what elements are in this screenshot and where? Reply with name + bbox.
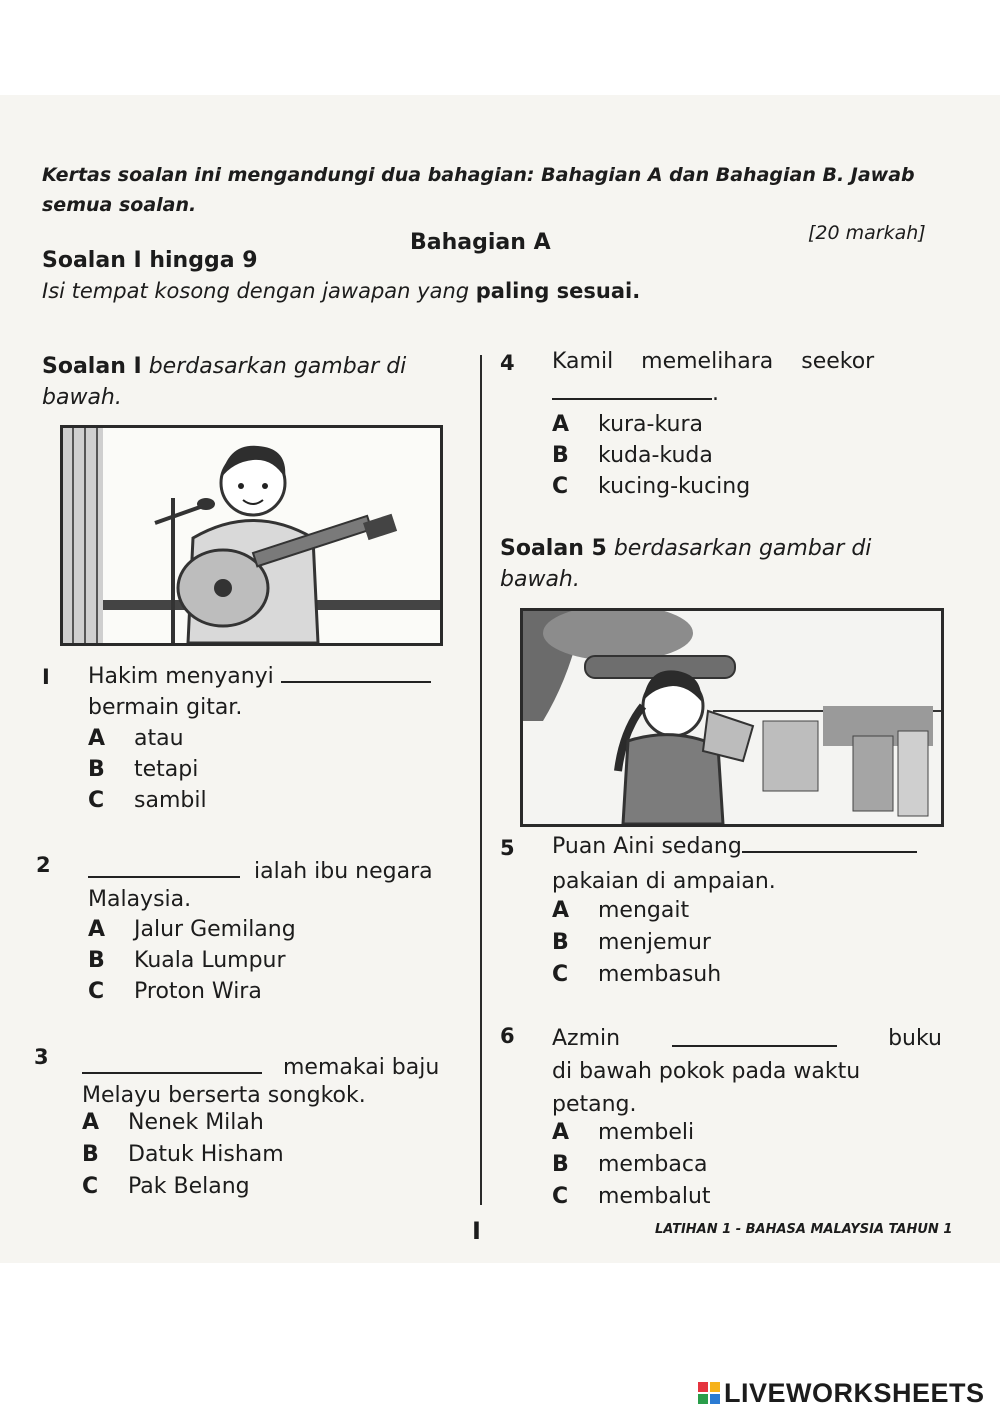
q1-answer-blank[interactable]	[281, 681, 431, 683]
q1-stem	[88, 661, 431, 692]
option-letter: B	[82, 1142, 99, 1167]
option-letter: B	[552, 443, 569, 468]
brand-square-yellow	[710, 1382, 720, 1392]
q6-option-c[interactable]	[552, 1184, 711, 1209]
option-letter: B	[552, 930, 569, 955]
brand-square-red	[698, 1382, 708, 1392]
q3-answer-blank[interactable]	[82, 1072, 262, 1074]
q6-option-a[interactable]	[552, 1120, 694, 1145]
section-title: Bahagian A	[410, 230, 551, 255]
total-marks: [20 markah]	[808, 222, 926, 244]
option-text: Kuala Lumpur	[134, 948, 286, 973]
q2-stem-line2: Malaysia.	[88, 887, 192, 912]
book-title: LATIHAN 1 - BAHASA MALAYSIA TAHUN 1	[655, 1222, 953, 1237]
option-letter: B	[552, 1152, 569, 1177]
q1-option-c[interactable]	[88, 788, 207, 813]
stimulus-q1-line2: bawah.	[42, 385, 122, 410]
q3-option-a[interactable]	[82, 1110, 264, 1135]
q5-stem-text: Puan Aini sedang	[552, 834, 742, 859]
q6-stem-line3: petang.	[552, 1092, 637, 1117]
option-text: kuda-kuda	[598, 443, 713, 468]
q2-number: 2	[36, 853, 51, 877]
q4-option-c[interactable]	[552, 474, 750, 499]
q5-option-a[interactable]	[552, 898, 689, 923]
q1-number: I	[42, 665, 50, 689]
stimulus-q5-prefix: Soalan 5	[500, 536, 607, 561]
stimulus-q1-rest: berdasarkan gambar di	[141, 354, 407, 379]
q4-option-b[interactable]	[552, 443, 713, 468]
column-divider	[480, 355, 482, 1205]
stimulus-q1-prefix: Soalan I	[42, 354, 142, 379]
q4-stem: Kamil memelihara seekor	[552, 349, 875, 374]
q1-option-a[interactable]	[88, 726, 184, 751]
q1-option-b[interactable]	[88, 757, 198, 782]
q6-stem	[552, 1023, 942, 1054]
option-letter: A	[88, 917, 106, 942]
q2-stem-text: ialah ibu negara	[254, 859, 433, 884]
q5-answer-blank[interactable]	[742, 851, 917, 853]
q6-stem-after: buku	[888, 1026, 942, 1051]
option-text: Nenek Milah	[128, 1110, 264, 1135]
instruction-emphasis: paling sesuai.	[475, 279, 641, 303]
q6-option-b[interactable]	[552, 1152, 707, 1177]
option-letter: C	[82, 1174, 99, 1199]
option-text: membasuh	[598, 962, 722, 987]
option-letter: A	[82, 1110, 100, 1135]
q3-option-b[interactable]	[82, 1142, 284, 1167]
q3-stem	[82, 1052, 439, 1083]
intro-text: Kertas soalan ini mengandungi dua bahagian: Bahagian A dan Bahagian B. Jawab semua soalan.	[42, 164, 915, 216]
option-letter: C	[88, 788, 105, 813]
q6-number: 6	[500, 1024, 515, 1048]
liveworksheets-logo[interactable]	[698, 1378, 985, 1408]
option-letter: A	[552, 898, 570, 923]
q5-option-b[interactable]	[552, 930, 711, 955]
option-text: tetapi	[134, 757, 199, 782]
option-letter: C	[88, 979, 105, 1004]
q2-option-a[interactable]	[88, 917, 296, 942]
option-letter: C	[552, 474, 569, 499]
section-range: Soalan I hingga 9	[42, 248, 258, 273]
q5-stem-line2: pakaian di ampaian.	[552, 869, 776, 894]
option-letter: C	[552, 962, 569, 987]
brand-square-green	[698, 1394, 708, 1404]
q4-stem-line2	[552, 378, 719, 409]
page-number: I	[472, 1217, 481, 1245]
q2-option-c[interactable]	[88, 979, 262, 1004]
q3-number: 3	[34, 1045, 49, 1069]
brand-name: LIVEWORKSHEETS	[724, 1377, 985, 1408]
q4-answer-blank[interactable]	[552, 398, 712, 400]
brand-grid-icon	[698, 1382, 720, 1404]
q6-stem-text: Azmin	[552, 1026, 621, 1051]
option-text: atau	[134, 726, 184, 751]
stimulus-q5-rest: berdasarkan gambar di	[606, 536, 872, 561]
q4-option-a[interactable]	[552, 412, 703, 437]
q1-stem-line2: bermain gitar.	[88, 695, 243, 720]
q3-stem-line2: Melayu berserta songkok.	[82, 1083, 366, 1108]
instruction	[42, 279, 640, 303]
option-text: sambil	[134, 788, 207, 813]
option-letter: B	[88, 948, 105, 973]
option-letter: A	[552, 412, 570, 437]
option-text: kura-kura	[598, 412, 704, 437]
q6-answer-blank[interactable]	[672, 1023, 837, 1047]
q4-period: .	[712, 381, 719, 406]
clothesline-illustration	[520, 608, 944, 827]
clothesline-drawing	[523, 611, 941, 824]
option-text: Pak Belang	[128, 1174, 250, 1199]
q4-number: 4	[500, 351, 515, 375]
stimulus-q1	[42, 351, 406, 382]
option-text: Datuk Hisham	[128, 1142, 284, 1167]
q3-stem-text: memakai baju	[282, 1055, 440, 1080]
option-text: kucing-kucing	[598, 474, 751, 499]
instruction-text: Isi tempat kosong dengan jawapan yang	[42, 279, 476, 303]
option-text: Jalur Gemilang	[134, 917, 296, 942]
brand-square-blue	[710, 1394, 720, 1404]
q5-stem	[552, 831, 917, 862]
q2-stem	[88, 856, 433, 887]
option-letter: B	[88, 757, 105, 782]
stimulus-q5-line2: bawah.	[500, 567, 580, 592]
q5-number: 5	[500, 836, 515, 860]
option-letter: C	[552, 1184, 569, 1209]
option-text: mengait	[598, 898, 690, 923]
option-letter: A	[552, 1120, 570, 1145]
stimulus-q5	[500, 533, 871, 564]
q5-option-c[interactable]	[552, 962, 721, 987]
option-text: Proton Wira	[134, 979, 262, 1004]
q3-option-c[interactable]	[82, 1174, 250, 1199]
q1-stem-text: Hakim menyanyi	[88, 664, 274, 689]
option-text: menjemur	[598, 930, 711, 955]
guitarist-illustration	[60, 425, 443, 646]
option-letter: A	[88, 726, 106, 751]
option-text: membeli	[598, 1120, 695, 1145]
option-text: membalut	[598, 1184, 711, 1209]
q2-answer-blank[interactable]	[88, 876, 240, 878]
guitarist-drawing	[63, 428, 440, 643]
q2-option-b[interactable]	[88, 948, 286, 973]
option-text: membaca	[598, 1152, 708, 1177]
q6-stem-line2: di bawah pokok pada waktu	[552, 1059, 861, 1084]
